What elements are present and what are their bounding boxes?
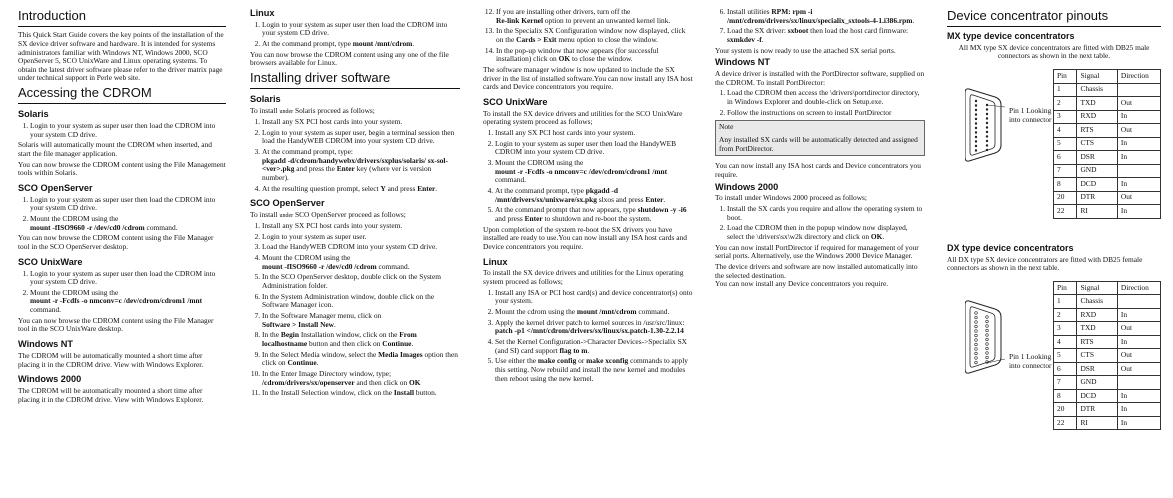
step-text: In the Install Selection window, click on the bbox=[262, 388, 394, 398]
linux-install-steps-continued bbox=[715, 8, 925, 45]
signal-cell: GND bbox=[1077, 164, 1117, 178]
signal-cell: RXD bbox=[1077, 110, 1117, 124]
intro-text: To install bbox=[250, 210, 280, 220]
list-item bbox=[727, 224, 925, 241]
signal-cell: RXD bbox=[1077, 308, 1117, 322]
signal-cell: RTS bbox=[1077, 124, 1117, 138]
direction-cell: In bbox=[1117, 335, 1160, 349]
step-text: command. bbox=[636, 306, 670, 316]
pin-cell: 4 bbox=[1054, 335, 1077, 349]
list-item: 1. Install any SX PCI host cards into your system. bbox=[495, 129, 693, 138]
list-item: 1. Install any SX PCI host cards into your system. bbox=[262, 222, 460, 231]
direction-cell: In bbox=[1117, 205, 1160, 219]
step-text: At the resulting question prompt, select bbox=[262, 183, 381, 193]
step-text: . bbox=[412, 39, 415, 49]
command-text: mount /mnt/cdrom bbox=[576, 306, 637, 316]
list-item bbox=[495, 308, 693, 317]
list-item bbox=[262, 148, 460, 183]
direction-cell: In bbox=[1117, 403, 1160, 417]
ui-text: Continue bbox=[382, 338, 412, 348]
pin-cell: 1 bbox=[1054, 83, 1077, 97]
list-item bbox=[496, 47, 693, 64]
step-text: . bbox=[663, 194, 666, 204]
command-text: sxmkdev -f bbox=[727, 34, 762, 44]
command-text: sxboot bbox=[787, 26, 809, 36]
command-text: pkgadd -d/cdrom/handywebx/drivers/sxplus/solaris/ sx-sol-<ver>.pkg bbox=[262, 155, 448, 174]
pin-cell: 2 bbox=[1054, 308, 1077, 322]
ui-text: OK bbox=[409, 377, 421, 387]
step-text: . bbox=[761, 34, 764, 44]
header-direction: Direction bbox=[1117, 70, 1160, 84]
signal-cell: TXD bbox=[1077, 322, 1117, 336]
signal-cell: GND bbox=[1077, 376, 1117, 390]
list-item bbox=[495, 357, 693, 383]
signal-cell: DSR bbox=[1077, 151, 1117, 165]
db25-male-connector-icon bbox=[965, 85, 1005, 165]
table-row bbox=[1054, 110, 1161, 124]
pin-cell: 6 bbox=[1054, 151, 1077, 165]
ui-text: Re-link Kernel bbox=[496, 15, 544, 25]
signal-cell: DTR bbox=[1077, 403, 1117, 417]
list-item: 1. Login to your system as super user then load the CDROM into your system CD drive. bbox=[30, 122, 226, 139]
table-row bbox=[1054, 308, 1161, 322]
step-text: . bbox=[334, 319, 336, 329]
signal-cell: DCD bbox=[1077, 389, 1117, 403]
unixware-install-heading: SCO UnixWare bbox=[483, 96, 548, 107]
direction-cell: Out bbox=[1117, 362, 1160, 376]
unixware-install-steps bbox=[483, 129, 693, 224]
solaris-heading: Solaris bbox=[18, 109, 49, 120]
key-text: Enter bbox=[524, 213, 543, 223]
pin-cell: 1 bbox=[1054, 295, 1077, 309]
header-direction: Direction bbox=[1117, 281, 1160, 295]
dx-table-body bbox=[1054, 295, 1161, 430]
direction-cell: Out bbox=[1117, 97, 1160, 111]
step-text: Mount the CDROM using the bbox=[262, 253, 351, 263]
list-item: 1. Install the SX cards you require and allow the operating system to boot. bbox=[727, 205, 925, 222]
step-text: or bbox=[576, 356, 587, 366]
key-text: Enter bbox=[645, 194, 664, 204]
dx-pinout-block bbox=[947, 275, 1161, 455]
signal-cell: DSR bbox=[1077, 362, 1117, 376]
step-text: . bbox=[882, 232, 885, 241]
header-signal: Signal bbox=[1077, 70, 1117, 84]
list-item bbox=[495, 338, 693, 355]
unixware-para-1: You can now browse the CDROM content using the File Manager tool in the SCO UnixWare desktop. bbox=[18, 315, 214, 334]
column-5 bbox=[947, 8, 1161, 494]
step-text: Installation window, click on the bbox=[298, 330, 400, 340]
list-item bbox=[262, 40, 460, 49]
pin-cell: 22 bbox=[1054, 205, 1077, 219]
ui-text: Continue bbox=[287, 358, 317, 368]
step-text: Load the SX driver: bbox=[727, 26, 788, 36]
command-text: mount -fISO9660 -r /dev/cd0 /cdrom bbox=[262, 261, 377, 271]
table-row bbox=[1054, 295, 1161, 309]
accessing-cdrom-heading: Accessing the CDROM bbox=[18, 85, 226, 104]
list-item: 2. Login to your system as super user, begin a terminal session then load the HandyWEB CDROM into your system CD drive. bbox=[262, 129, 460, 146]
linux-heading: Linux bbox=[250, 8, 275, 18]
step-text: At the command prompt, type bbox=[495, 185, 586, 195]
list-item: 1. Install any SX PCI host cards into your system. bbox=[262, 118, 460, 127]
mx-pinout-block bbox=[947, 63, 1161, 243]
step-text: Use either the bbox=[495, 356, 538, 366]
key-text: Enter bbox=[417, 183, 436, 193]
signal-cell: Chassis bbox=[1077, 295, 1117, 309]
key-text: Enter bbox=[336, 164, 355, 174]
mx-table-body bbox=[1054, 83, 1161, 218]
mx-pinout-table bbox=[1053, 69, 1161, 219]
table-row bbox=[1054, 322, 1161, 336]
direction-cell: In bbox=[1117, 151, 1160, 165]
sco-para-1: You can now browse the CDROM content using the File Manager tool in the SCO OpenServer desktop. bbox=[18, 233, 214, 252]
table-row bbox=[1054, 403, 1161, 417]
path-text: /cdrom/drivers/sx/openserver bbox=[262, 377, 355, 387]
pin-cell: 2 bbox=[1054, 97, 1077, 111]
step-text: . bbox=[587, 345, 590, 355]
dx-pinout-table bbox=[1053, 281, 1161, 431]
sco-openserver-heading: SCO OpenServer bbox=[18, 183, 93, 194]
list-item: 2. Login to your system as super user then load the HandyWEB CDROM into your system CD drive. bbox=[495, 140, 693, 157]
step-text: Set the Kernel Configuration->Character Devices->Specialix SX (and SI) card support bbox=[495, 336, 688, 355]
windows-2000-para-2: The device drivers and software are now installed automatically into the selected destination. bbox=[715, 261, 918, 280]
solaris-cdrom-steps bbox=[18, 122, 226, 139]
list-item: 5. In the SCO OpenServer desktop, double click on the System Administration folder. bbox=[262, 273, 460, 290]
solaris-install-intro bbox=[250, 107, 460, 116]
linux-para-1: You can now browse the CDROM content using any one of the file browsers available for Linux. bbox=[250, 49, 449, 68]
windows-2000-install-intro: To install under Windows 2000 proceed as follows; bbox=[715, 193, 867, 203]
signal-cell: TXD bbox=[1077, 97, 1117, 111]
windows-nt-heading: Windows NT bbox=[18, 339, 74, 350]
list-item: 3. Load the HandyWEB CDROM into your system CD drive. bbox=[262, 243, 460, 252]
step-text: . bbox=[316, 358, 319, 368]
signal-cell: RI bbox=[1077, 416, 1117, 430]
list-item bbox=[30, 289, 226, 315]
table-row bbox=[1054, 151, 1161, 165]
linux-install-intro: To install the SX device drivers and utilities for the Linux operating system proceed as follows; bbox=[483, 268, 684, 286]
solaris-para-2: You can now browse the CDROM content using the File Management tools within Solaris. bbox=[18, 159, 226, 178]
windows-nt-install-steps bbox=[715, 89, 925, 117]
pin-cell: 3 bbox=[1054, 322, 1077, 336]
sco-install-summary: The software manager window is now updated to include the SX driver in the list of installed software.You can now install any ISA host cards and Device concentrators you require. bbox=[483, 64, 693, 92]
step-text: command. bbox=[495, 175, 526, 185]
pin-cell: 20 bbox=[1054, 403, 1077, 417]
step-text: . bbox=[411, 338, 414, 348]
list-item bbox=[30, 215, 226, 232]
direction-cell: In bbox=[1117, 110, 1160, 124]
command-text: mount /mnt/cdrom bbox=[352, 39, 413, 49]
list-item bbox=[496, 27, 693, 44]
command-text: mount -r -Fcdfs -o nmconv=c /dev/cdrom/cdrom1 /mnt bbox=[495, 166, 668, 176]
unixware-install-summary: Upon completion of the system re-boot the SX drivers you have installed are ready to use.You can now install any ISA host cards and Device concentrators you require. bbox=[483, 224, 687, 251]
pin-cell: 6 bbox=[1054, 362, 1077, 376]
command-text: make xconfig bbox=[586, 356, 629, 366]
table-row bbox=[1054, 376, 1161, 390]
list-item bbox=[495, 206, 693, 223]
header-pin: Pin bbox=[1054, 281, 1077, 295]
step-text: button and then click on bbox=[307, 338, 383, 348]
dx-pin1-label: Pin 1 Looking into connector bbox=[1009, 351, 1052, 370]
sco-install-intro bbox=[250, 211, 460, 220]
note-title: Note bbox=[719, 122, 734, 132]
note-text: Any installed SX cards will be automatically detected and assigned from PortDirector. bbox=[719, 134, 918, 153]
column-3 bbox=[483, 8, 693, 494]
windows-2000-para: The CDROM will be automatically mounted a short time after placing it in the CDROM drive. View with Windows Explorer. bbox=[18, 385, 204, 404]
step-text: key (where ver is version number). bbox=[262, 164, 432, 182]
list-item: 1. Login to your system as super user then load the CDROM into your system CD drive. bbox=[30, 196, 226, 213]
step-text: menu option to close the window. bbox=[556, 34, 659, 44]
direction-cell: In bbox=[1117, 308, 1160, 322]
list-item bbox=[727, 27, 925, 44]
table-row bbox=[1054, 335, 1161, 349]
windows-nt-install-intro: A device driver is installed with the PortDirector software, supplied on the CDROM. To install PortDirector: bbox=[715, 69, 925, 87]
dx-heading: DX type device concentrators bbox=[947, 243, 1074, 254]
command-text: patch -p1 </mnt/cdrom/drivers/sx/linux/sx.patch-1.30-2.2.14 bbox=[495, 326, 684, 336]
table-row bbox=[1054, 191, 1161, 205]
installing-driver-heading: Installing driver software bbox=[250, 70, 460, 89]
step-text: and press the bbox=[294, 164, 337, 174]
step-text: At the command prompt, type: bbox=[262, 147, 353, 156]
windows-2000-install-heading: Windows 2000 bbox=[715, 181, 779, 192]
table-row bbox=[1054, 124, 1161, 138]
linux-install-steps bbox=[483, 289, 693, 384]
table-row bbox=[1054, 389, 1161, 403]
sco-cdrom-steps bbox=[18, 196, 226, 233]
step-text: commands to apply this setting. Now rebuild and install the new kernel and modules then reboot using the new kernel. bbox=[495, 356, 688, 383]
list-item bbox=[262, 351, 460, 368]
step-text: Load the CDROM then in the popup window now displayed, select the \drivers\sx\w2k directory and click on bbox=[727, 223, 908, 241]
windows-2000-install-steps bbox=[715, 205, 925, 242]
list-item bbox=[262, 254, 460, 271]
db25-female-connector-icon bbox=[965, 297, 1005, 377]
table-header-row bbox=[1054, 281, 1161, 295]
list-item: 1. Load the CDROM then access the \drivers\portdirector directory, in Windows Explorer and double-click on Setup.exe. bbox=[727, 89, 925, 106]
step-text: Mount the CDROM using the bbox=[30, 287, 119, 297]
command-text: shutdown -y -i6 bbox=[637, 205, 687, 215]
solaris-install-steps bbox=[250, 118, 460, 193]
table-row bbox=[1054, 97, 1161, 111]
dx-description: All DX type SX device concentrators are fitted with DB25 female connectors as shown in the next table. bbox=[947, 254, 1143, 273]
direction-cell: In bbox=[1117, 137, 1160, 151]
step-text: to shutdown and re-boot the system. bbox=[542, 213, 652, 223]
list-item: 1. Login to your system as super user then load the CDROM into your system CD drive. bbox=[30, 270, 226, 287]
step-text: Mount the CDROM using the bbox=[30, 214, 119, 224]
ui-text: Install bbox=[393, 388, 415, 398]
table-row bbox=[1054, 178, 1161, 192]
step-text: Mount the cdrom using the bbox=[495, 306, 577, 316]
sco-install-steps bbox=[250, 222, 460, 398]
step-text: Apply the kernel driver patch to kernel sources in /usr/src/linux: bbox=[495, 317, 685, 327]
list-item: 6. In the System Administration window, double click on the Software Manager icon. bbox=[262, 293, 460, 310]
list-item bbox=[262, 370, 460, 387]
list-item bbox=[262, 331, 460, 348]
direction-cell: In bbox=[1117, 416, 1160, 430]
pin-cell: 7 bbox=[1054, 376, 1077, 390]
step-text: At the command prompt that now appears, type bbox=[495, 205, 638, 215]
ui-text: flag to m bbox=[559, 345, 588, 355]
signal-cell: CTS bbox=[1077, 349, 1117, 363]
list-item: 2. Follow the instructions on screen to install PortDirector bbox=[727, 109, 925, 118]
unixware-install-intro: To install the SX device drivers and utilities for the SCO UnixWare operating system proceed as follows; bbox=[483, 108, 683, 127]
solaris-install-heading: Solaris bbox=[250, 94, 281, 105]
intro-text: under bbox=[279, 109, 294, 116]
step-text: . bbox=[912, 15, 915, 25]
list-item bbox=[495, 319, 693, 336]
table-row bbox=[1054, 164, 1161, 178]
windows-2000-heading: Windows 2000 bbox=[18, 374, 82, 385]
pin-cell: 4 bbox=[1054, 124, 1077, 138]
list-item bbox=[727, 8, 925, 25]
step-text: Mount the CDROM using the bbox=[495, 157, 584, 167]
mx-pin1-label: Pin 1 Looking into connector bbox=[1009, 106, 1052, 124]
list-item bbox=[262, 389, 460, 398]
signal-cell: DTR bbox=[1077, 191, 1117, 205]
note-box bbox=[715, 120, 925, 156]
windows-nt-install-heading: Windows NT bbox=[715, 57, 771, 68]
list-item bbox=[495, 187, 693, 204]
step-text: command. bbox=[144, 222, 178, 232]
step-text: Install utilities bbox=[727, 8, 772, 16]
step-text: to close the window. bbox=[570, 54, 633, 64]
intro-text: SCO OpenServer proceed as follows; bbox=[293, 210, 406, 220]
table-row bbox=[1054, 205, 1161, 219]
signal-cell: DCD bbox=[1077, 178, 1117, 192]
mx-description: All MX type SX device concentrators are fitted with DB25 male connectors as shown in the next table. bbox=[958, 42, 1150, 61]
signal-cell: RI bbox=[1077, 205, 1117, 219]
solaris-para-1: Solaris will automatically mount the CDROM when inserted, and start the file manager application. bbox=[18, 140, 212, 159]
list-item: 1. Login to your system as super user then load the CDROM into your system CD drive. bbox=[262, 21, 460, 38]
step-text: then load the host card firmware: bbox=[808, 26, 909, 36]
list-item bbox=[262, 185, 460, 194]
command-text: make config bbox=[537, 356, 577, 366]
command-text: pkgadd -d /mnt/drivers/sx/unixware/sx.pkg bbox=[495, 185, 618, 204]
pin-cell: 8 bbox=[1054, 389, 1077, 403]
direction-cell bbox=[1117, 83, 1160, 97]
linux-install-heading: Linux bbox=[483, 256, 508, 267]
pin-cell: 7 bbox=[1054, 164, 1077, 178]
header-pin: Pin bbox=[1054, 70, 1077, 84]
signal-cell: CTS bbox=[1077, 137, 1117, 151]
step-text: If you are installing other drivers, turn off the bbox=[496, 8, 631, 16]
pinouts-heading: Device concentrator pinouts bbox=[947, 8, 1161, 27]
windows-nt-install-summary: You can now install any ISA host cards and Device concentrators you require. bbox=[715, 161, 921, 179]
column-4 bbox=[715, 8, 925, 494]
step-text: slxos and press bbox=[596, 194, 646, 204]
command-text: RPM: rpm -i /mnt/cdrom/drivers/sx/linux/specialix_sxtools-4-1.i386.rpm bbox=[727, 8, 913, 25]
sco-install-heading: SCO OpenServer bbox=[250, 198, 325, 209]
direction-cell bbox=[1117, 376, 1160, 390]
intro-text: To install bbox=[250, 106, 280, 116]
step-text: In the Software Manager menu, click on bbox=[262, 310, 382, 320]
pin-cell: 5 bbox=[1054, 349, 1077, 363]
header-signal: Signal bbox=[1077, 281, 1117, 295]
step-text: At the command prompt, type bbox=[262, 39, 353, 49]
step-text: In the pop-up window that now appears (for successful installation) click on bbox=[496, 45, 659, 64]
introduction-heading: Introduction bbox=[18, 8, 226, 27]
step-text: In the bbox=[262, 330, 281, 340]
step-text: In the Specialix SX Configuration window now displayed, click on the bbox=[496, 26, 686, 44]
list-item bbox=[262, 312, 460, 329]
direction-cell: Out bbox=[1117, 322, 1160, 336]
direction-cell: Out bbox=[1117, 191, 1160, 205]
direction-cell: In bbox=[1117, 178, 1160, 192]
intro-text: Solaris proceed as follows; bbox=[293, 106, 375, 116]
direction-cell: Out bbox=[1117, 124, 1160, 138]
step-text: option to prevent an unwanted kernel link. bbox=[543, 15, 671, 25]
ui-text: OK bbox=[870, 232, 883, 241]
table-row bbox=[1054, 349, 1161, 363]
intro-text: under bbox=[279, 213, 294, 220]
windows-nt-para: The CDROM will be automatically mounted a short time after placing it in the CDROM drive. View with Windows Explorer. bbox=[18, 350, 204, 369]
command-text: mount -r -Fcdfs -o nmconv=c /dev/cdrom/cdrom1 /mnt bbox=[30, 296, 203, 306]
unixware-cdrom-steps bbox=[18, 270, 226, 315]
step-text: and press bbox=[385, 183, 418, 193]
list-item: 1. Install any ISA or PCI host card(s) and device concentrator(s) onto your system. bbox=[495, 289, 693, 306]
signal-cell: RTS bbox=[1077, 335, 1117, 349]
table-row bbox=[1054, 416, 1161, 430]
direction-cell bbox=[1117, 295, 1160, 309]
pin-cell: 5 bbox=[1054, 137, 1077, 151]
table-header-row bbox=[1054, 70, 1161, 84]
table-row bbox=[1054, 83, 1161, 97]
list-item bbox=[496, 8, 693, 25]
command-text: mount -fISO9660 -r /dev/cd0 /cdrom bbox=[30, 222, 145, 232]
pin-cell: 20 bbox=[1054, 191, 1077, 205]
step-text: In the Enter Image Directory window, type; bbox=[262, 368, 392, 378]
introduction-text: This Quick Start Guide covers the key points of the installation of the SX device driver software and hardware. It is intended for systems administrators familiar with Windows NT, Windows 2000, SCO OpenServer 5, SCO UnixWare and Linux operating systems. To obtain the latest driver software please refer to the driver matrix page under technical support in Perle web site. bbox=[18, 30, 224, 83]
mx-heading: MX type device concentrators bbox=[947, 31, 1075, 42]
sco-install-steps-continued bbox=[483, 8, 693, 64]
step-text: . bbox=[435, 183, 438, 193]
menu-path-text: Software > Install New bbox=[262, 319, 335, 329]
list-item bbox=[495, 159, 693, 185]
sco-unixware-heading: SCO UnixWare bbox=[18, 256, 83, 267]
step-text: option then click on bbox=[262, 349, 458, 368]
step-text: and press bbox=[495, 213, 525, 223]
pin-cell: 22 bbox=[1054, 416, 1077, 430]
linux-cdrom-steps bbox=[250, 21, 460, 49]
direction-cell bbox=[1117, 164, 1160, 178]
signal-cell: Chassis bbox=[1077, 83, 1117, 97]
step-text: and then click on bbox=[354, 377, 410, 387]
ui-text: From localhostname bbox=[262, 330, 417, 348]
ui-text: Begin bbox=[280, 330, 299, 340]
ui-text: OK bbox=[558, 54, 571, 64]
pin-cell: 3 bbox=[1054, 110, 1077, 124]
column-1 bbox=[18, 8, 226, 494]
step-text: In the Select Media window, select the bbox=[262, 349, 379, 359]
ui-text: Cards > Exit bbox=[516, 34, 557, 44]
list-item: 2. Login to your system as super user. bbox=[262, 233, 460, 242]
key-text: Y bbox=[380, 183, 386, 193]
direction-cell: In bbox=[1117, 389, 1160, 403]
table-row bbox=[1054, 362, 1161, 376]
windows-2000-para-3: You can now install any Device concentrators you require. bbox=[715, 279, 889, 289]
step-text: command. bbox=[376, 261, 410, 271]
step-text: command. bbox=[30, 305, 61, 315]
ui-text: Media Images bbox=[378, 349, 423, 359]
column-2 bbox=[250, 8, 460, 494]
linux-ready-para: Your system is now ready to use the attached SX serial ports. bbox=[715, 45, 896, 55]
table-row bbox=[1054, 137, 1161, 151]
step-text: button. bbox=[414, 388, 437, 398]
pin-cell: 8 bbox=[1054, 178, 1077, 192]
direction-cell: Out bbox=[1117, 349, 1160, 363]
windows-2000-para-1: You can now install PortDirector if required for management of your serial ports. Alternatively, use the Windows 2000 Device Manager. bbox=[715, 242, 919, 261]
